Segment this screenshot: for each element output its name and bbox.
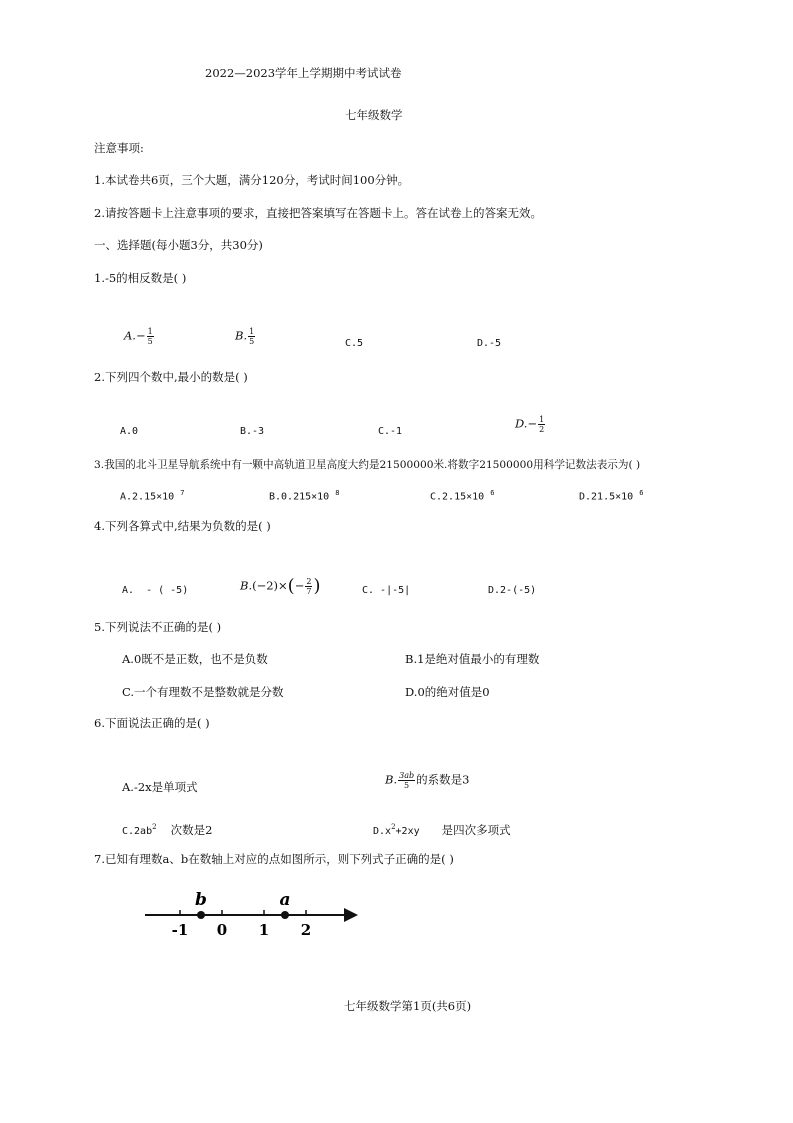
option-d: $D.x^2+2xy$ 是四次多项式: [373, 822, 511, 837]
notes-heading: 注意事项:: [94, 141, 144, 155]
note-item: 2.请按答题卡上注意事项的要求，直接把答案填写在答题卡上。答在试卷上的答案无效。: [94, 206, 542, 220]
option-b: B.0.215×10 $^8$: [269, 489, 340, 503]
point-a: [281, 911, 289, 919]
option-b: B.(−2)×(− $\frac{2}{7}$ ): [240, 575, 321, 597]
option-b: B.1是绝对值最小的有理数: [405, 652, 540, 666]
section-title: 一、选择题(每小题3分，共30分): [94, 238, 263, 252]
option-a: A. - ( -5): [122, 585, 189, 596]
question-stem: 7.已知有理数a、b在数轴上对应的点如图所示，则下列式子正确的是( ): [94, 852, 454, 866]
option-d: D.21.5×10 $^6$: [579, 489, 644, 503]
tick-label: -1: [171, 921, 189, 939]
option-b: B. $\frac{1}{5}$: [235, 327, 255, 346]
option-c: C.-1: [378, 426, 403, 437]
option-a: A.0: [120, 426, 139, 437]
number-line-figure: [140, 884, 370, 942]
question-stem: 1.-5的相反数是( ): [94, 271, 187, 285]
tick-label: 1: [258, 921, 270, 939]
question-stem: 5.下列说法不正确的是( ): [94, 620, 222, 634]
option-d: D.-5: [477, 338, 502, 349]
page-footer: 七年级数学第1页(共6页): [344, 999, 472, 1013]
option-a: A.-2x是单项式: [122, 780, 198, 794]
option-a: A.− $\frac{1}{5}$: [124, 327, 153, 346]
option-d: D.− $\frac{1}{2}$: [515, 415, 545, 434]
option-c: C.5: [345, 338, 364, 349]
point-b: [197, 911, 205, 919]
question-stem: 3.我国的北斗卫星导航系统中有一颗中高轨道卫星高度大约是21500000米.将数字21500000用科学记数法表示为( ): [94, 459, 641, 471]
question-stem: 4.下列各算式中,结果为负数的是( ): [94, 519, 271, 533]
option-d: D.2-(-5): [488, 585, 537, 596]
arrow-icon: [344, 908, 358, 922]
option-c: C. -|-5|: [362, 585, 411, 596]
option-c: C.2.15×10 $^6$: [430, 489, 495, 503]
option-a: A.0既不是正数，也不是负数: [122, 652, 268, 666]
option-b: B.-3: [240, 426, 265, 437]
option-a: A.2.15×10 $^7$: [120, 489, 185, 503]
option-d: D.0的绝对值是0: [405, 685, 490, 699]
subject-title: 七年级数学: [345, 108, 403, 122]
option-c: $C.2ab^2$ 次数是2: [122, 822, 213, 837]
option-c: C.一个有理数不是整数就是分数: [122, 685, 284, 699]
tick-label: 2: [300, 921, 312, 939]
note-item: 1.本试卷共6页，三个大题，满分120分，考试时间100分钟。: [94, 173, 410, 187]
question-stem: 6.下面说法正确的是( ): [94, 716, 210, 730]
point-label-b: b: [195, 890, 207, 910]
point-label-a: a: [279, 890, 291, 910]
tick-label: 0: [216, 921, 228, 939]
exam-title: 2022—2023学年上学期期中考试试卷: [205, 66, 402, 80]
option-b: B. $\frac{3ab}{5}$ 的系数是3: [385, 771, 470, 790]
question-stem: 2.下列四个数中,最小的数是( ): [94, 370, 248, 384]
